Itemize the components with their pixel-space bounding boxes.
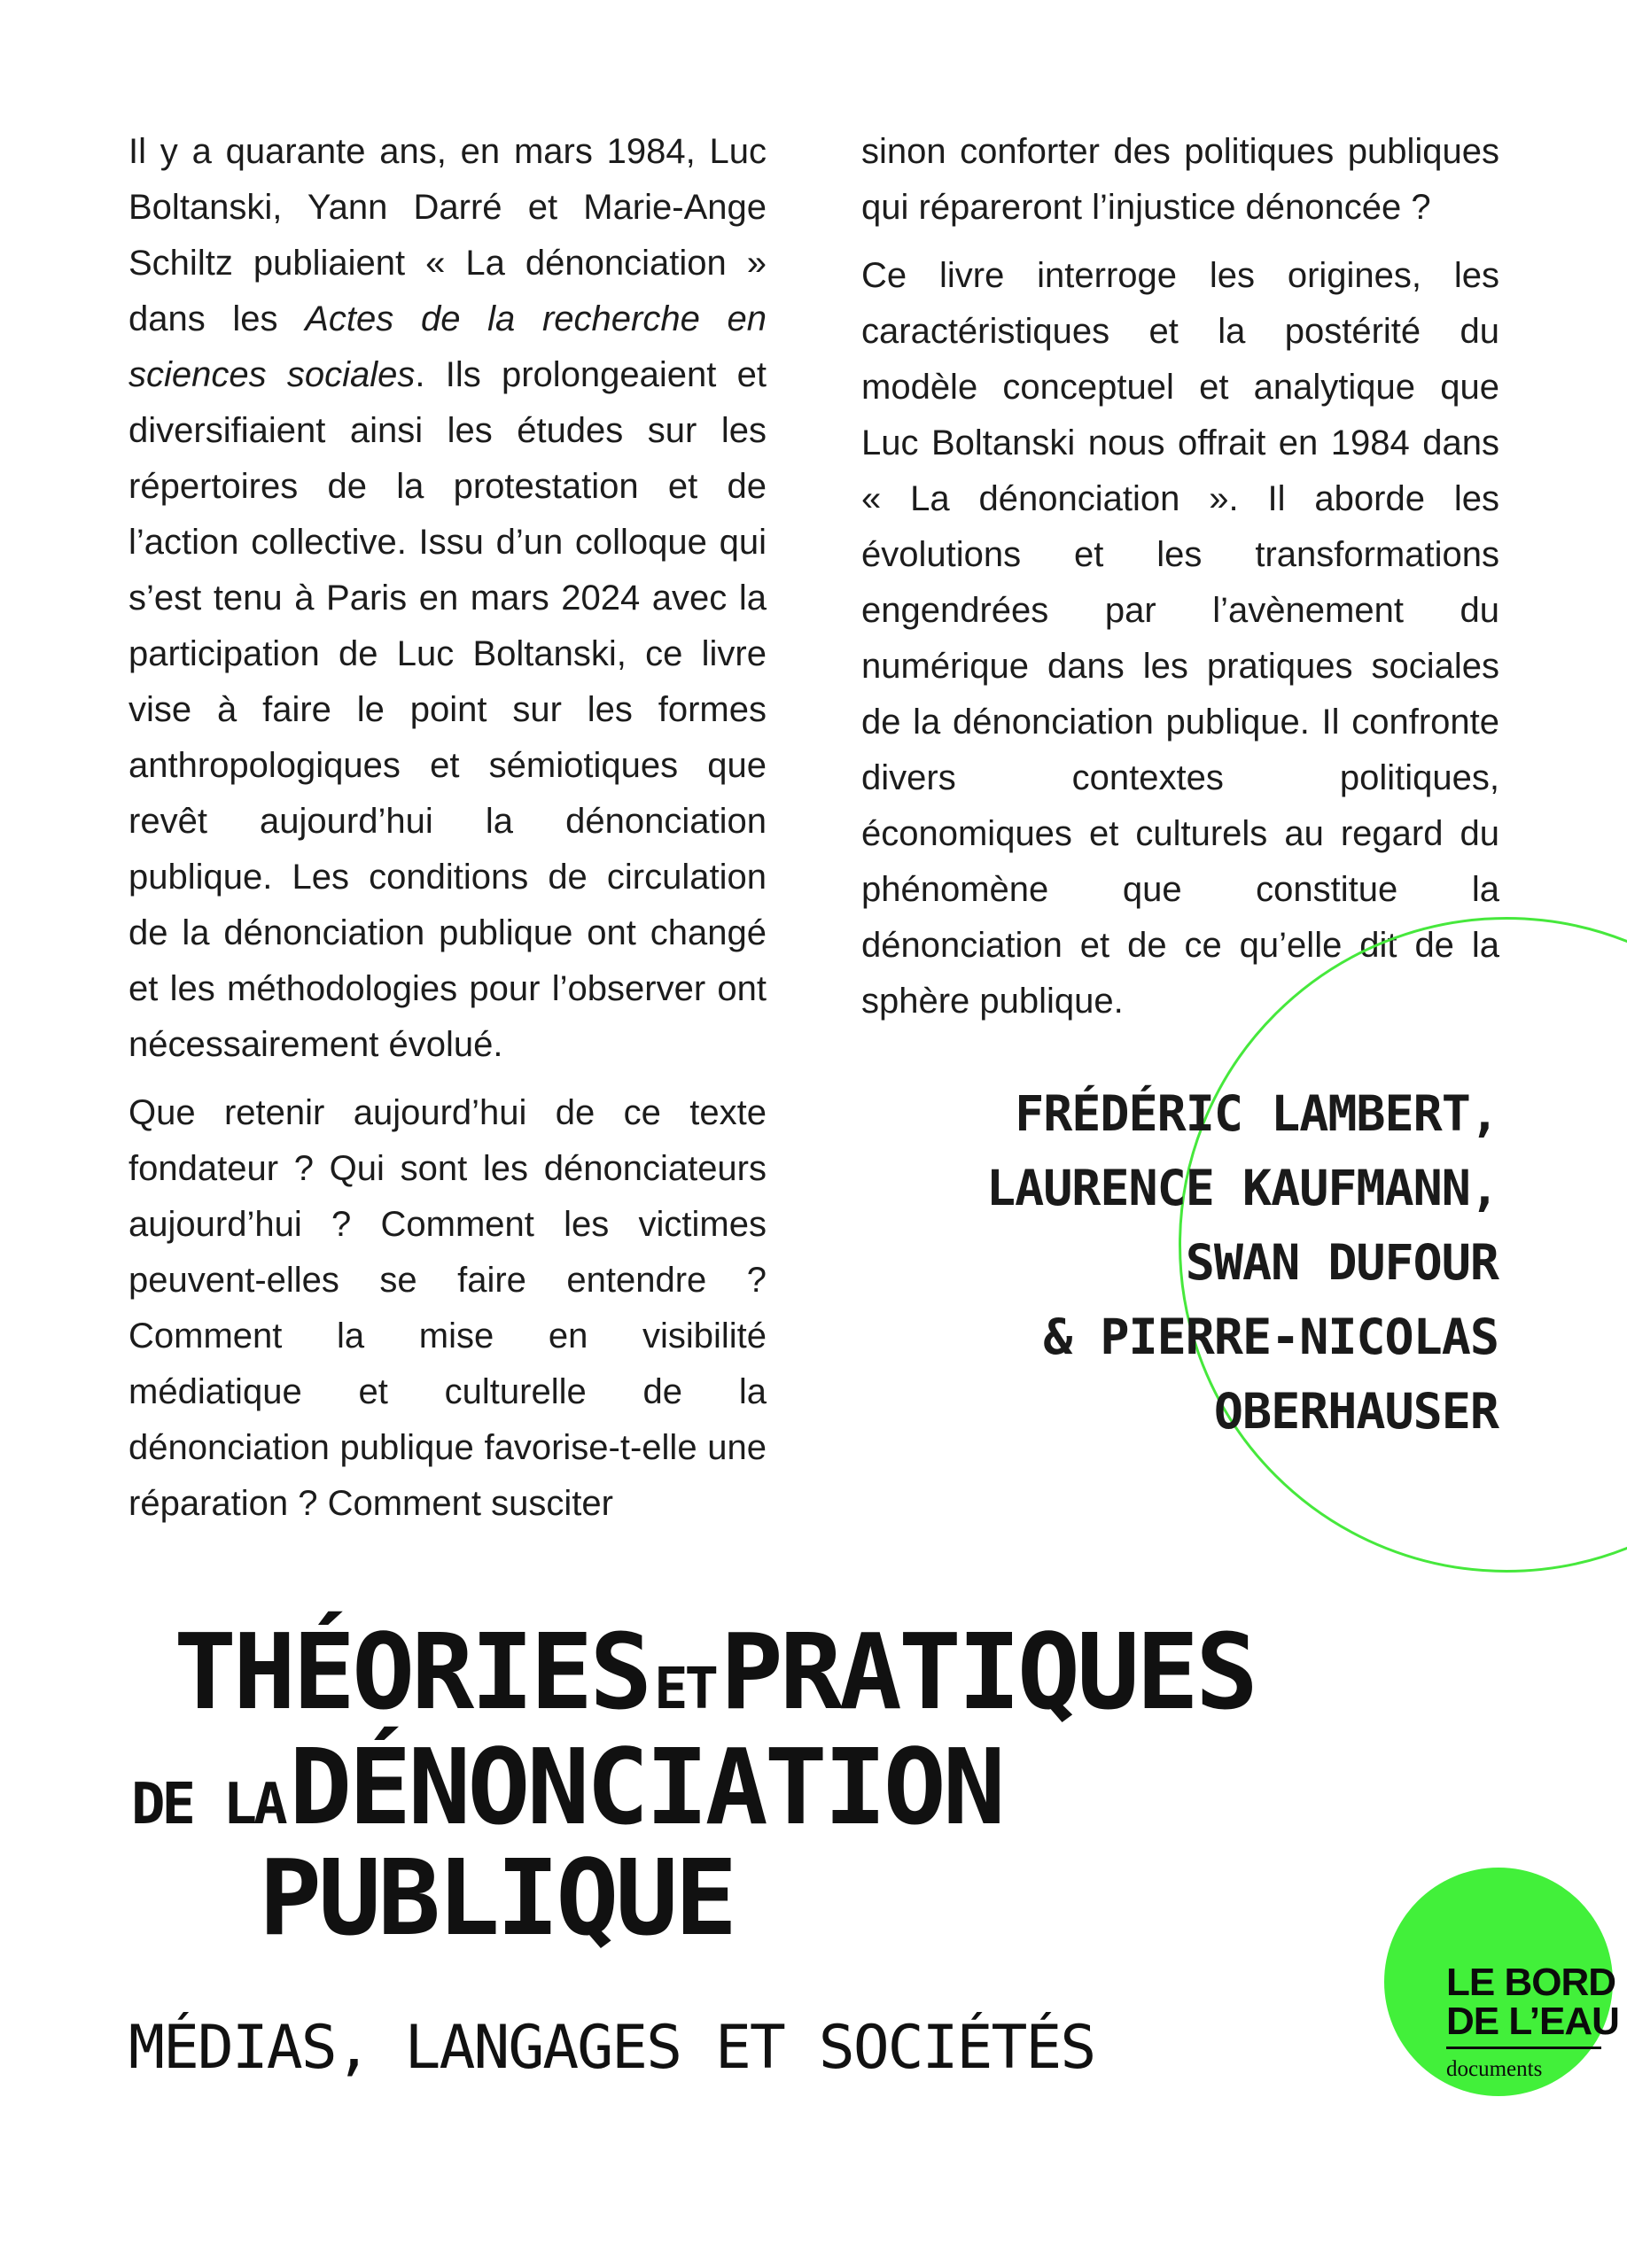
blurb-paragraph-3: sinon conforter des politiques publiques qui répareront l’injustice dénoncée ?	[861, 132, 1499, 227]
publisher-collection: documents	[1446, 2057, 1543, 2081]
book-title-line-3	[259, 1837, 734, 1959]
blurb-paragraph-2: Que retenir aujourd’hui de ce texte fondateur ? Qui sont les dénonciateurs aujourd’hui ? Comment les victimes peuvent-elles se faire entendre ? Comment la mise en visibilité médiatique et culturelle de la dénonciation publique favorise-t-elle une réparation ? Comment susciter	[128, 1093, 767, 1523]
blurb-left-column	[128, 124, 767, 1544]
title-word: DE LA	[131, 1772, 284, 1837]
logo-divider	[1446, 2047, 1601, 2049]
title-word: PUBLIQUE	[259, 1837, 735, 1959]
publisher-name-line-2: DE L’EAU	[1446, 2000, 1619, 2043]
author-name: & PIERRE-NICOLAS	[1043, 1309, 1499, 1365]
publisher-logo	[1384, 1868, 1619, 2096]
author-list	[701, 1076, 1499, 1449]
book-title-line-2	[131, 1726, 1002, 1848]
title-word: DÉNONCIATION	[289, 1726, 1002, 1848]
blurb-text: . Ils prolongeaient et diversifiaient ainsi les études sur les répertoires de la protestation et de l’action collective. Issu d’un colloque qui s’est tenu à Paris en mars 2024 avec la participation de Luc Boltanski, ce livre vise à faire le point sur les formes anthropologiques et sémiotiques que revêt aujourd’hui la dénonciation publique. Les conditions de circulation de la dénonciation publique ont changé et les méthodologies pour l’observer ont nécessairement évolué.	[128, 355, 767, 1064]
author-name: OBERHAUSER	[1213, 1383, 1499, 1440]
author-name: FRÉDÉRIC LAMBERT,	[1015, 1085, 1499, 1142]
title-word: ET	[653, 1657, 716, 1722]
publisher-name-line-1: LE BORD	[1446, 1961, 1615, 2004]
title-word: PRATIQUES	[720, 1611, 1256, 1733]
blurb-paragraph-4: Ce livre interroge les origines, les caractéristiques et la postérité du modèle conceptuel et analytique que Luc Boltanski nous offrait en 1984 dans « La dénonciation ». Il aborde les évolutions et les transformations engendrées par l’avènement du numérique dans les pratiques sociales de la dénonciation publique. Il confronte divers contextes politiques, économiques et culturels au regard du phénomène que constitue la dénonciation et de ce qu’elle dit de la sphère publique.	[861, 256, 1499, 1021]
blurb-paragraph-1	[128, 124, 767, 1073]
book-title-line-1	[174, 1611, 1255, 1733]
blurb-text: Il y a quarante ans, en mars 1984, Luc Boltanski, Yann Darré et Marie-Ange Schiltz publiaient « La dénonciation » dans les	[128, 132, 767, 338]
journal-title: Actes de la recherche en sciences sociales	[128, 299, 767, 394]
series-subtitle: MÉDIAS, LANGAGES ET SOCIÉTÉS	[128, 2013, 1095, 2083]
author-name: LAURENCE KAUFMANN,	[985, 1160, 1499, 1216]
blurb-right-column	[861, 124, 1499, 1042]
title-word: THÉORIES	[174, 1611, 650, 1733]
author-name: SWAN DUFOUR	[1185, 1234, 1499, 1291]
